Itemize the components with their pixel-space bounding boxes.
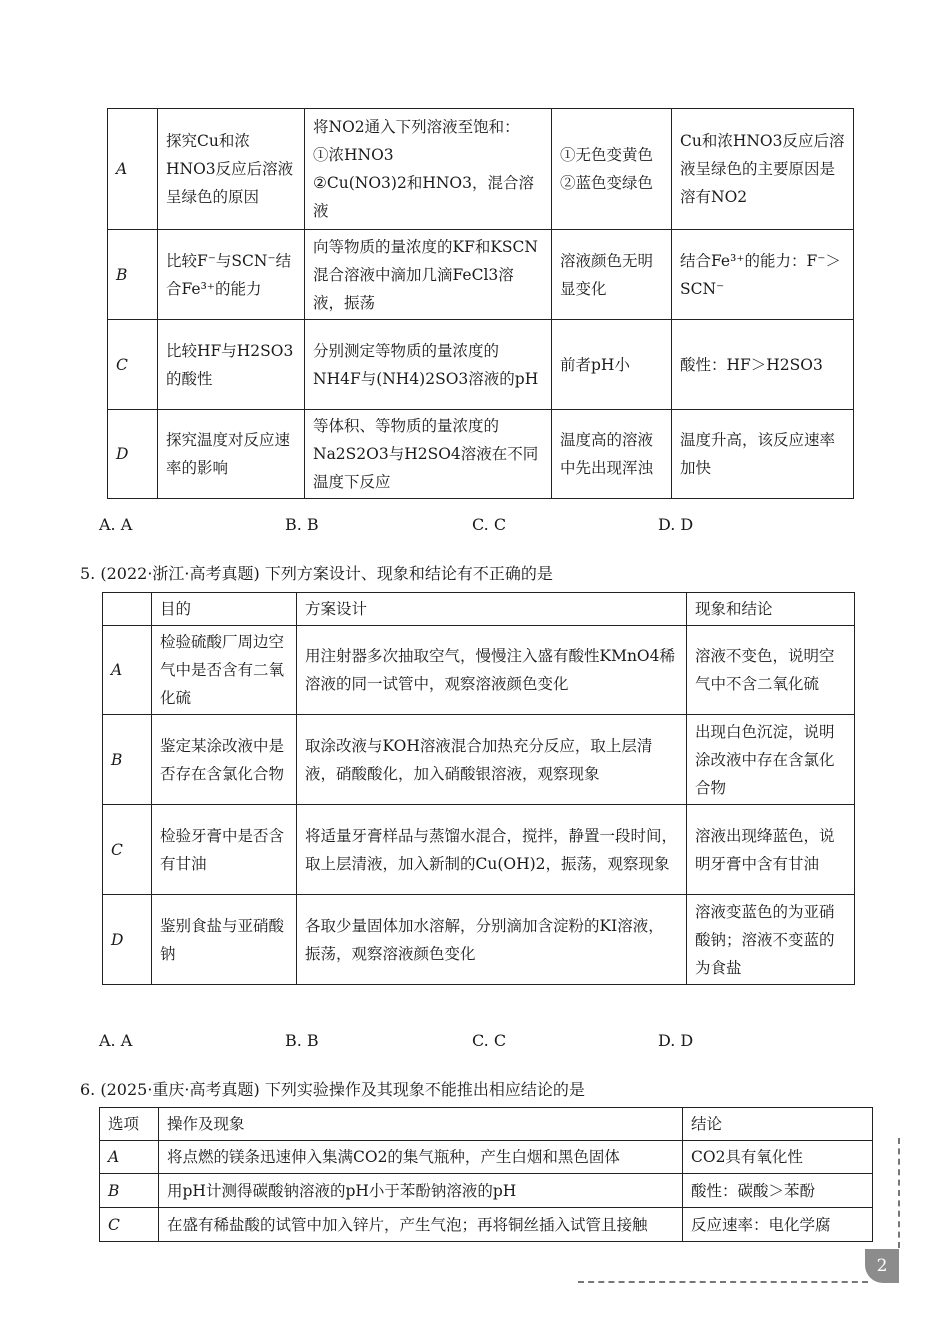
header-result: 现象和结论 bbox=[687, 593, 855, 626]
header-option: 选项 bbox=[100, 1108, 159, 1141]
table-row bbox=[100, 1141, 873, 1174]
phenomenon-line: ①无色变黄色 bbox=[560, 146, 654, 164]
design-cell: 取涂改液与KOH溶液混合加热充分反应，取上层清液，硝酸酸化，加入硝酸银溶液，观察现象 bbox=[297, 715, 687, 805]
row-label: A bbox=[100, 1141, 159, 1174]
conclusion-cell: 结合Fe³⁺的能力：F⁻＞SCN⁻ bbox=[672, 230, 854, 320]
option-d[interactable]: D. D bbox=[658, 515, 694, 534]
experiment-table-6 bbox=[99, 1107, 873, 1242]
experiment-table-1 bbox=[107, 108, 854, 499]
phenomenon-line: ②蓝色变绿色 bbox=[560, 174, 654, 192]
option-a[interactable]: A. A bbox=[99, 515, 133, 534]
table-row bbox=[103, 626, 855, 715]
conclusion-cell: 温度升高，该反应速率加快 bbox=[672, 410, 854, 499]
result-cell: 溶液出现绛蓝色，说明牙膏中含有甘油 bbox=[687, 805, 855, 895]
design-cell: 向等物质的量浓度的KF和KSCN混合溶液中滴加几滴FeCl3溶液，振荡 bbox=[305, 230, 552, 320]
design-line: ②Cu(NO3)2和HNO3，混合溶液 bbox=[313, 174, 534, 220]
row-label: A bbox=[103, 626, 152, 715]
phenomenon-cell: 温度高的溶液中先出现浑浊 bbox=[552, 410, 672, 499]
side-dashed-line bbox=[898, 1138, 900, 1248]
table-row bbox=[108, 230, 854, 320]
option-a[interactable]: A. A bbox=[99, 1031, 133, 1050]
purpose-cell: 鉴别食盐与亚硝酸钠 bbox=[152, 895, 297, 985]
conclusion-cell: CO2具有氧化性 bbox=[683, 1141, 873, 1174]
table-row bbox=[108, 109, 854, 230]
design-cell: 用注射器多次抽取空气，慢慢注入盛有酸性KMnO4稀溶液的同一试管中，观察溶液颜色变化 bbox=[297, 626, 687, 715]
design-cell: 分别测定等物质的量浓度的NH4F与(NH4)2SO3溶液的pH bbox=[305, 320, 552, 410]
result-cell: 溶液变蓝色的为亚硝酸钠；溶液不变蓝的为食盐 bbox=[687, 895, 855, 985]
purpose-cell: 比较F⁻与SCN⁻结合Fe³⁺的能力 bbox=[158, 230, 305, 320]
design-cell: 将适量牙膏样品与蒸馏水混合，搅拌，静置一段时间，取上层清液，加入新制的Cu(OH)2，振荡，观察现象 bbox=[297, 805, 687, 895]
phenomenon-cell bbox=[552, 109, 672, 230]
option-b[interactable]: B. B bbox=[285, 515, 319, 534]
result-cell: 出现白色沉淀，说明涂改液中存在含氯化合物 bbox=[687, 715, 855, 805]
purpose-cell: 检验牙膏中是否含有甘油 bbox=[152, 805, 297, 895]
header-blank bbox=[103, 593, 152, 626]
table-row bbox=[100, 1174, 873, 1208]
row-label: D bbox=[108, 410, 158, 499]
design-cell: 等体积、等物质的量浓度的Na2S2O3与H2SO4溶液在不同温度下反应 bbox=[305, 410, 552, 499]
option-c[interactable]: C. C bbox=[472, 1031, 507, 1050]
header-conclusion: 结论 bbox=[683, 1108, 873, 1141]
row-label: B bbox=[100, 1174, 159, 1208]
operation-cell: 将点燃的镁条迅速伸入集满CO2的集气瓶种，产生白烟和黑色固体 bbox=[159, 1141, 683, 1174]
question-5-stem: 5. (2022·浙江·高考真题) 下列方案设计、现象和结论有不正确的是 bbox=[80, 564, 553, 583]
design-line: ①浓HNO3 bbox=[313, 146, 394, 164]
conclusion-cell: 反应速率：电化学腐 bbox=[683, 1208, 873, 1242]
footer-dashed-line bbox=[578, 1281, 868, 1283]
phenomenon-cell: 前者pH小 bbox=[552, 320, 672, 410]
purpose-cell: 探究Cu和浓HNO3反应后溶液呈绿色的原因 bbox=[158, 109, 305, 230]
question-6-stem: 6. (2025·重庆·高考真题) 下列实验操作及其现象不能推出相应结论的是 bbox=[80, 1080, 585, 1099]
purpose-cell: 鉴定某涂改液中是否存在含氯化合物 bbox=[152, 715, 297, 805]
table-row bbox=[103, 715, 855, 805]
page-number-badge bbox=[865, 1249, 899, 1283]
row-label: C bbox=[108, 320, 158, 410]
option-d[interactable]: D. D bbox=[658, 1031, 694, 1050]
table-row bbox=[108, 410, 854, 499]
option-c[interactable]: C. C bbox=[472, 515, 507, 534]
purpose-cell: 比较HF与H2SO3的酸性 bbox=[158, 320, 305, 410]
conclusion-cell: 酸性：HF＞H2SO3 bbox=[672, 320, 854, 410]
result-cell: 溶液不变色，说明空气中不含二氧化硫 bbox=[687, 626, 855, 715]
operation-cell: 在盛有稀盐酸的试管中加入锌片，产生气泡；再将铜丝插入试管且接触 bbox=[159, 1208, 683, 1242]
conclusion-cell: Cu和浓HNO3反应后溶液呈绿色的主要原因是溶有NO2 bbox=[672, 109, 854, 230]
purpose-cell: 检验硫酸厂周边空气中是否含有二氧化硫 bbox=[152, 626, 297, 715]
header-purpose: 目的 bbox=[152, 593, 297, 626]
table-row bbox=[100, 1208, 873, 1242]
purpose-cell: 探究温度对反应速率的影响 bbox=[158, 410, 305, 499]
row-label: C bbox=[103, 805, 152, 895]
row-label: D bbox=[103, 895, 152, 985]
row-label: B bbox=[108, 230, 158, 320]
operation-cell: 用pH计测得碳酸钠溶液的pH小于苯酚钠溶液的pH bbox=[159, 1174, 683, 1208]
table-header-row bbox=[100, 1108, 873, 1141]
page-number: 2 bbox=[876, 1256, 888, 1276]
row-label: C bbox=[100, 1208, 159, 1242]
header-operation: 操作及现象 bbox=[159, 1108, 683, 1141]
row-label: A bbox=[108, 109, 158, 230]
table-header-row bbox=[103, 593, 855, 626]
table-row bbox=[103, 805, 855, 895]
header-design: 方案设计 bbox=[297, 593, 687, 626]
conclusion-cell: 酸性：碳酸＞苯酚 bbox=[683, 1174, 873, 1208]
table-row bbox=[103, 895, 855, 985]
design-cell bbox=[305, 109, 552, 230]
table-row bbox=[108, 320, 854, 410]
phenomenon-cell: 溶液颜色无明显变化 bbox=[552, 230, 672, 320]
design-line: 将NO2通入下列溶液至饱和： bbox=[313, 118, 520, 136]
row-label: B bbox=[103, 715, 152, 805]
option-b[interactable]: B. B bbox=[285, 1031, 319, 1050]
experiment-table-5 bbox=[102, 592, 855, 985]
design-cell: 各取少量固体加水溶解，分别滴加含淀粉的KI溶液，振荡，观察溶液颜色变化 bbox=[297, 895, 687, 985]
